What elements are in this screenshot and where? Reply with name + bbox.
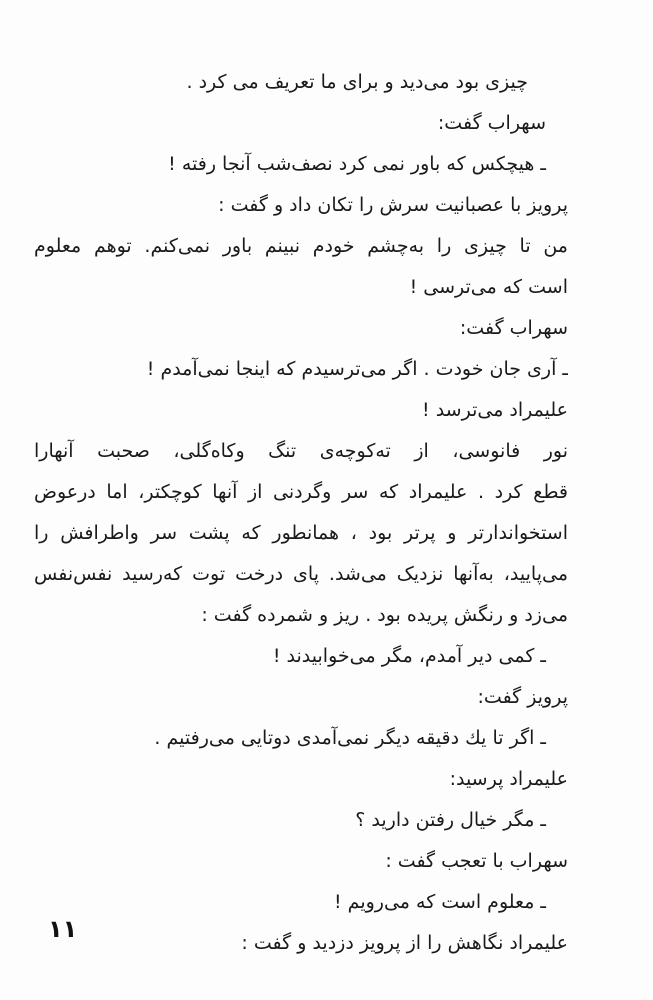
text-line: ـ اگر تا یك دقیقه دیگر نمی‌آمدی دوتایی می‌رفتیم . xyxy=(154,727,546,749)
text-line: علیمراد می‌ترسد ! xyxy=(422,399,568,421)
text-line: ـ هیچکس که باور نمی کرد نصف‌شب آنجا رفته ! xyxy=(168,153,546,175)
text-line: ـ آری جان خودت . اگر می‌ترسیدم که اینجا نمی‌آمدم ! xyxy=(146,358,568,380)
text-line: قطع کرد . علیمراد که سر وگردنی از آنها کوچکتر، اما درعوض xyxy=(34,481,568,503)
page-text xyxy=(34,62,568,964)
text-line: است که می‌ترسی ! xyxy=(409,276,568,298)
text-line: استخواندارتر و پرتر بود ، همانطور که پشت سر واطرافش را xyxy=(34,522,568,544)
text-line: می‌پایید، به‌آنها نزدیک می‌شد. پای درخت توت که‌رسید نفس‌نفس xyxy=(34,563,568,585)
text-line: ـ معلوم است که می‌رویم ! xyxy=(334,891,546,913)
page-number: ۱۱ xyxy=(48,915,78,943)
text-line: پرویز گفت: xyxy=(477,686,568,708)
text-line: سهراب گفت: xyxy=(459,317,568,339)
text-line: من تا چیزی را به‌چشم خودم نبینم باور نمی‌کنم. توهم معلوم xyxy=(34,235,568,257)
text-line: علیمراد پرسید: xyxy=(449,768,568,790)
text-line: ـ مگر خیال رفتن دارید ؟ xyxy=(355,809,546,831)
text-line: سهراب با تعجب گفت : xyxy=(385,850,568,872)
text-line: چیزی بود می‌دید و برای ما تعریف می کرد . xyxy=(186,71,528,93)
text-line: نور فانوسی، از ته‌کوچه‌ی تنگ وکاه‌گلی، صحبت آنهارا xyxy=(34,440,568,462)
text-line: ـ کمی دیر آمدم، مگر می‌خوابیدند ! xyxy=(272,645,546,667)
text-line: علیمراد نگاهش را از پرویز دزدید و گفت : xyxy=(241,932,568,954)
text-line: سهراب گفت: xyxy=(437,112,546,134)
text-line: پرویز با عصبانیت سرش را تکان داد و گفت : xyxy=(218,194,568,216)
text-line: می‌زد و رنگش پریده بود . ریز و شمرده گفت : xyxy=(201,604,568,626)
